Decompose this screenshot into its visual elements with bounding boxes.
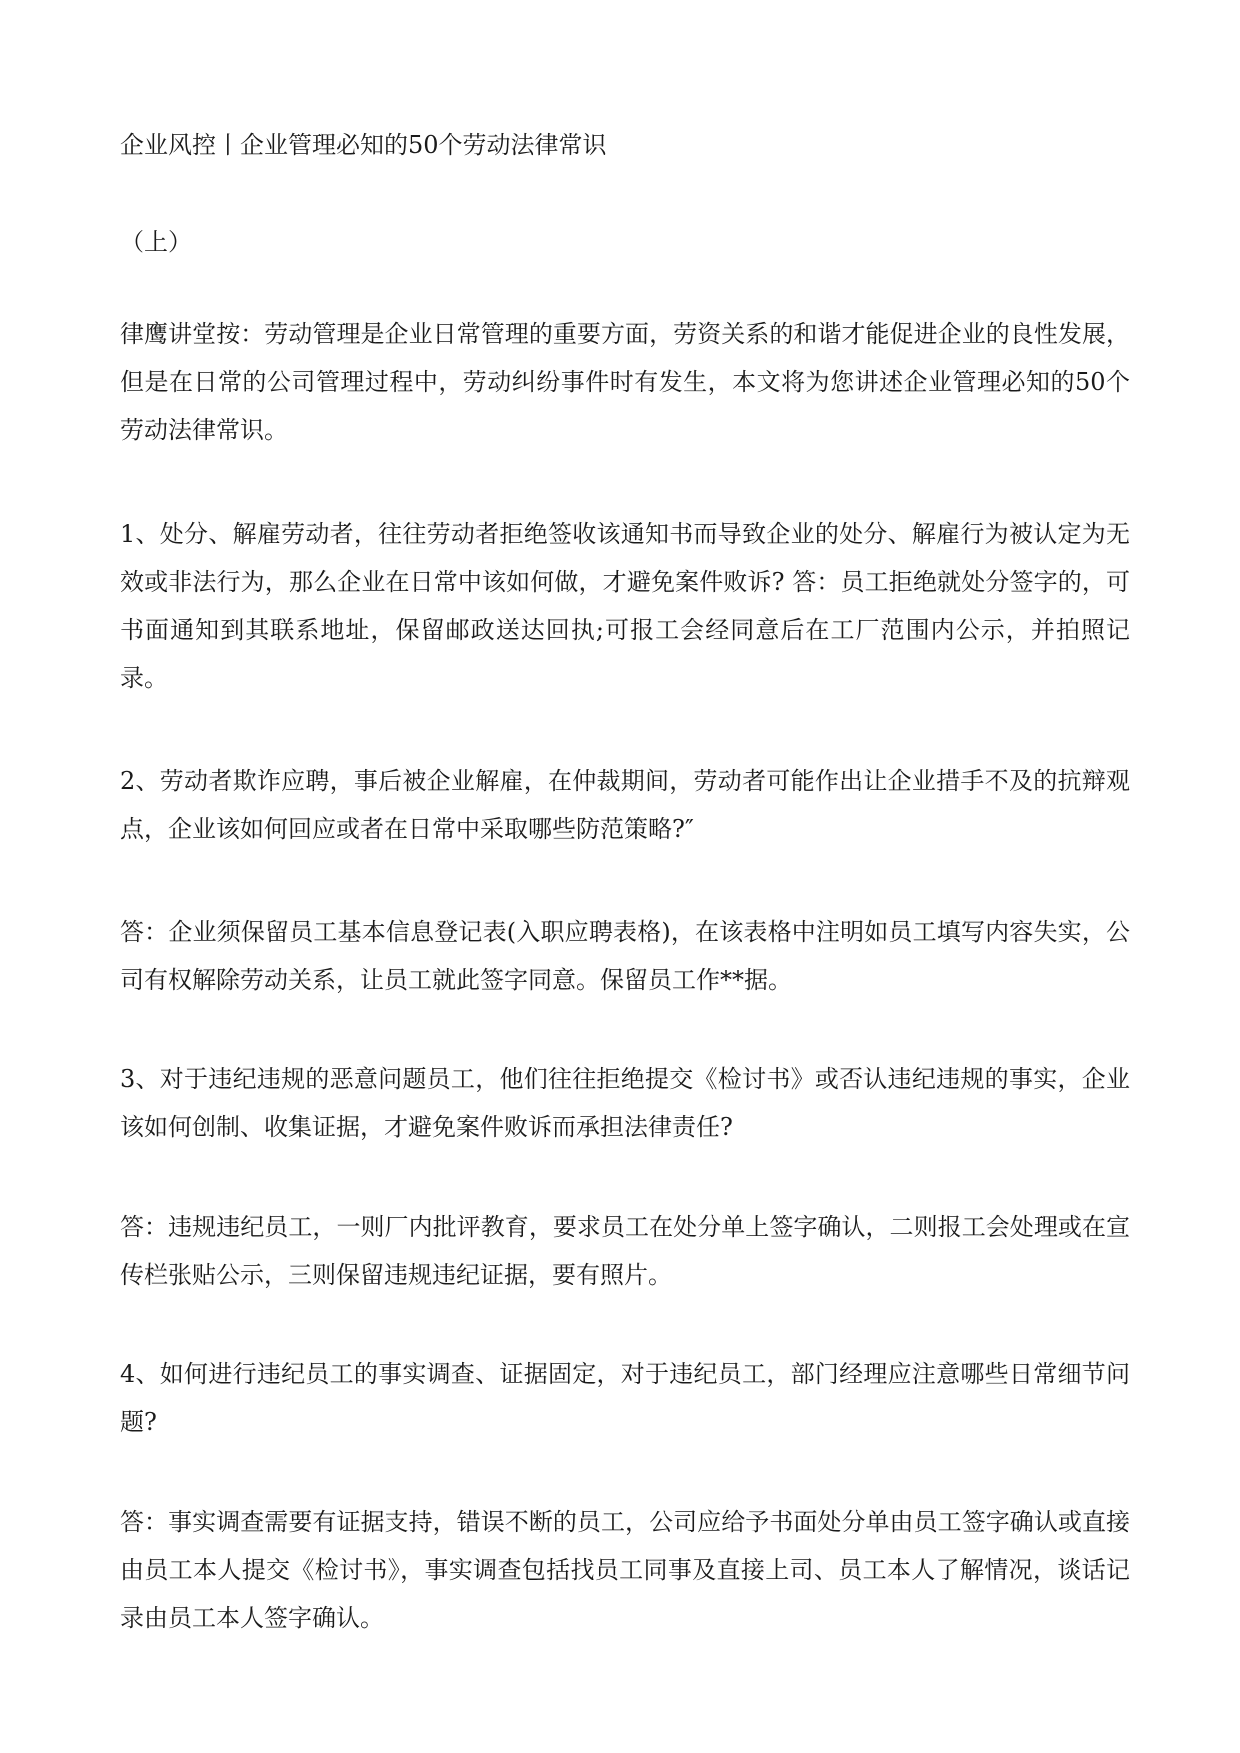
document-title: 企业风控丨企业管理必知的50个劳动法律常识 xyxy=(120,131,607,159)
answer-4-paragraph: 答：事实调查需要有证据支持，错误不断的员工，公司应给予书面处分单由员工签字确认或直接由员工本人提交《检讨书》，事实调查包括找员工同事及直接上司、员工本人了解情况，谈话记录由员工本人签字确认。 xyxy=(120,1508,1130,1632)
document-subtitle: （上） xyxy=(120,228,192,256)
question-4-paragraph: 4、如何进行违纪员工的事实调查、证据固定，对于违纪员工，部门经理应注意哪些日常细节问题? xyxy=(120,1360,1130,1436)
intro-paragraph: 律鹰讲堂按：劳动管理是企业日常管理的重要方面，劳资关系的和谐才能促进企业的良性发展，但是在日常的公司管理过程中，劳动纠纷事件时有发生，本文将为您讲述企业管理必知的50个劳动法律常识。 xyxy=(120,320,1130,444)
answer-3-paragraph: 答：违规违纪员工，一则厂内批评教育，要求员工在处分单上签字确认，二则报工会处理或在宣传栏张贴公示，三则保留违规违纪证据，要有照片。 xyxy=(120,1213,1130,1289)
question-3-paragraph: 3、对于违纪违规的恶意问题员工，他们往往拒绝提交《检讨书》或否认违纪违规的事实，企业该如何创制、收集证据，才避免案件败诉而承担法律责任? xyxy=(120,1065,1130,1141)
answer-2-paragraph: 答：企业须保留员工基本信息登记表(入职应聘表格)，在该表格中注明如员工填写内容失实，公司有权解除劳动关系，让员工就此签字同意。保留员工作**据。 xyxy=(120,918,1130,994)
question-2-paragraph: 2、劳动者欺诈应聘，事后被企业解雇，在仲裁期间，劳动者可能作出让企业措手不及的抗辩观点，企业该如何回应或者在日常中采取哪些防范策略?″ xyxy=(120,767,1130,843)
question-1-paragraph: 1、处分、解雇劳动者，往往劳动者拒绝签收该通知书而导致企业的处分、解雇行为被认定为无效或非法行为，那么企业在日常中该如何做，才避免案件败诉? 答：员工拒绝就处分签字的，可书面通知到其联系地址，保留邮政送达回执;可报工会经同意后在工厂范围内公示，并拍照记录。 xyxy=(120,520,1130,692)
